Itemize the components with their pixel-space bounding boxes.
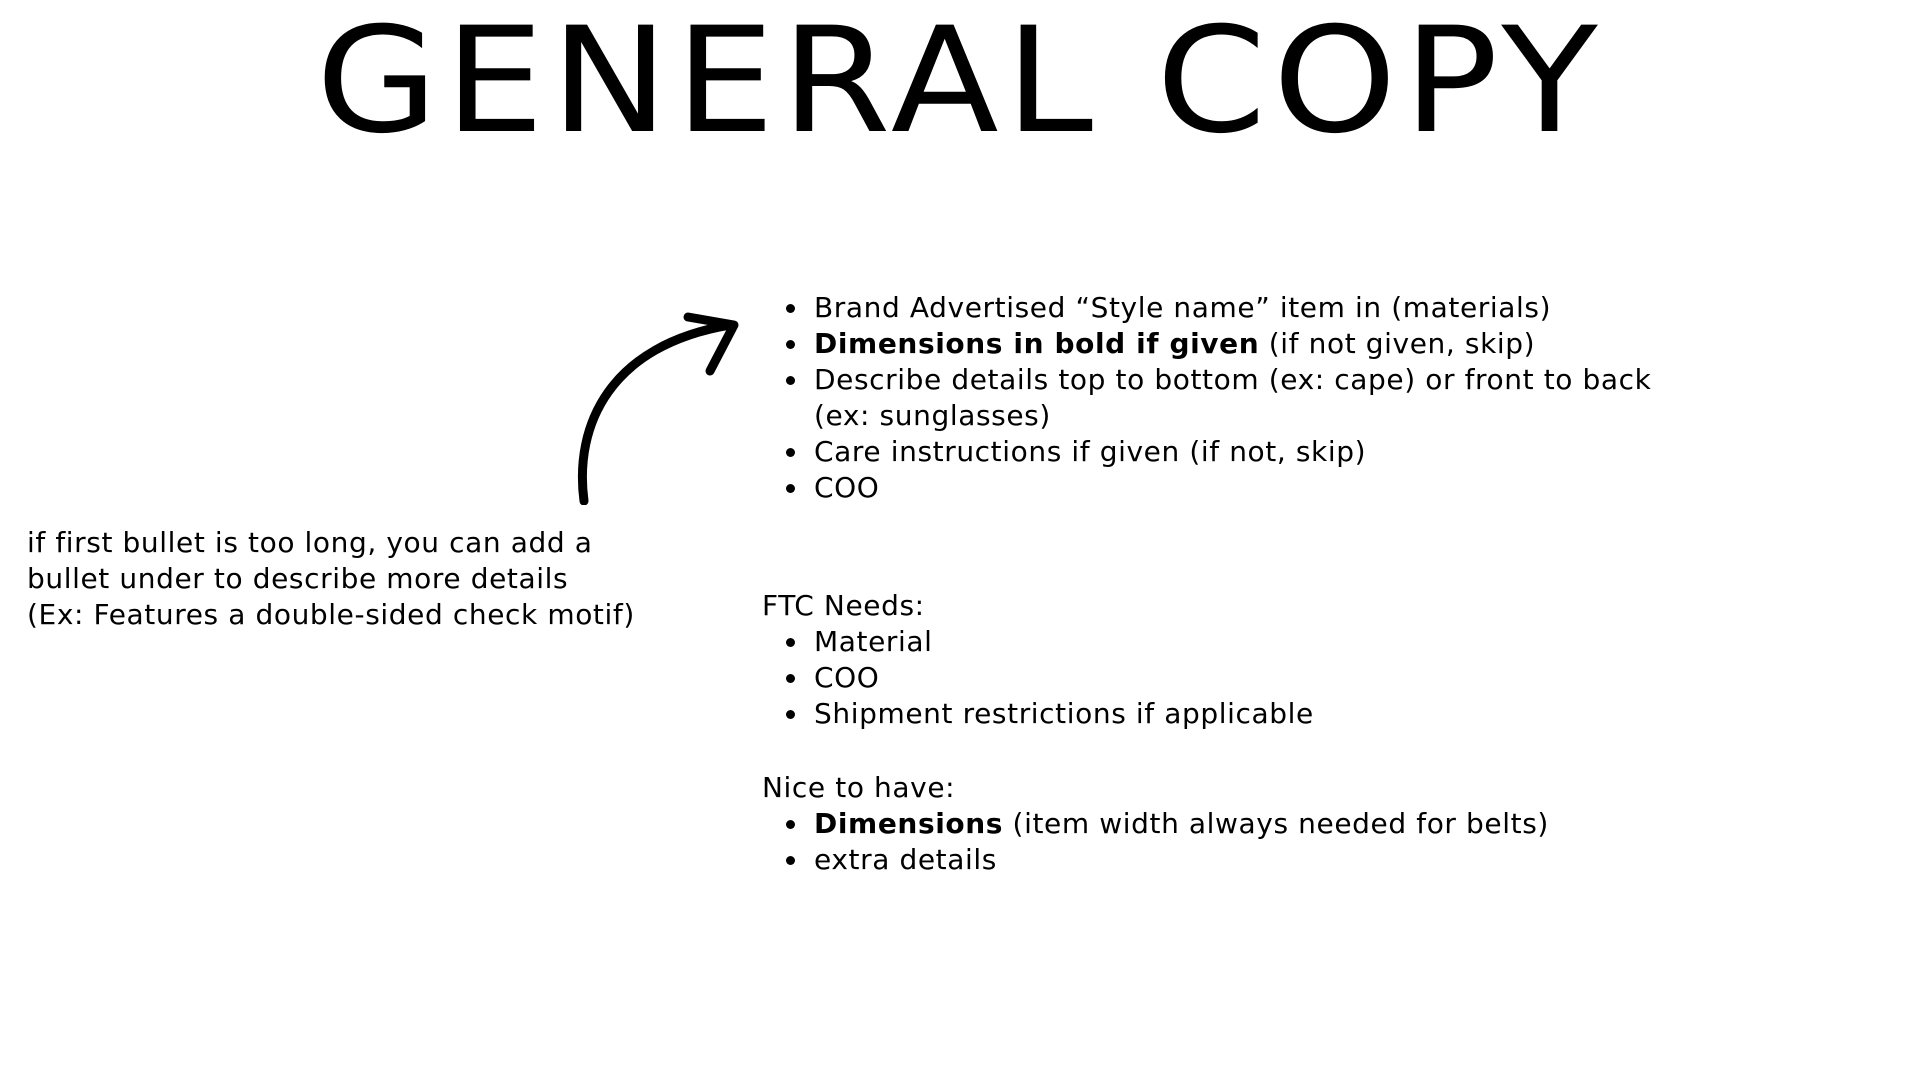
nice-to-have-section: [762, 770, 1662, 878]
list-item: [810, 362, 1710, 434]
item-text: Care instructions if given (if not, skip): [814, 435, 1367, 468]
list-item: [810, 326, 1710, 362]
item-text: (if not given, skip): [1259, 327, 1536, 360]
side-note-line: if first bullet is too long, you can add a: [27, 526, 593, 559]
list-item: [810, 290, 1710, 326]
bold-text: Dimensions in bold if given: [814, 327, 1260, 360]
list-item: • COO: [810, 660, 1662, 696]
list-item: • Shipment restrictions if applicable: [810, 696, 1662, 732]
side-note: [27, 525, 707, 633]
item-text: Describe details top to bottom (ex: cape) or front to back (ex: sunglasses): [814, 363, 1652, 432]
ftc-list: [762, 624, 1662, 732]
item-text: extra details: [814, 843, 997, 876]
list-item: [810, 806, 1662, 842]
nice-list: [762, 806, 1662, 878]
main-bullet-list: [770, 290, 1710, 506]
curved-arrow-icon: [570, 305, 740, 505]
ftc-heading: FTC Needs:: [762, 589, 925, 622]
list-item: [810, 470, 1710, 506]
nice-heading: Nice to have:: [762, 771, 956, 804]
list-item: [810, 842, 1662, 878]
ftc-needs-section: [762, 588, 1662, 732]
item-text: COO: [814, 471, 880, 504]
bold-text: Dimensions: [814, 807, 1004, 840]
item-text: (item width always needed for belts): [1003, 807, 1549, 840]
side-note-line: bullet under to describe more details: [27, 562, 569, 595]
item-text: Brand Advertised “Style name” item in (materials): [814, 291, 1552, 324]
page-title: GENERAL COPY: [315, 0, 1605, 166]
list-item: [810, 434, 1710, 470]
side-note-line: (Ex: Features a double-sided check motif): [27, 598, 635, 631]
list-item: • Material: [810, 624, 1662, 660]
